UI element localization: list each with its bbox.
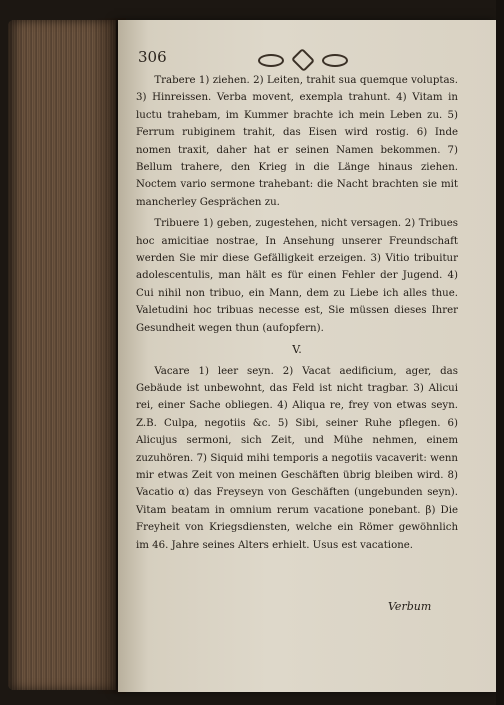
catchword: Verbum (388, 600, 432, 613)
right-edge-shadow (496, 0, 504, 705)
header-ornament-icon (258, 52, 348, 68)
entry-trabere: Trabere 1) ziehen. 2) Leiten, trahit sua quemque voluptas. 3) Hinreissen. Verba movent, exempla trahunt. 4) Vitam in luctu trahebam, im Kummer brachte ich mein Leben zu. 5) Ferrum rubiginem trahit, das Eisen wird rostig. 6) Inde nomen traxit, daher hat er seinen Namen bekommen. 7) Bellum trahere, den Krieg in die Länge hinaus ziehen. Noctem vario sermone trahebant: die Nacht brachten sie mit mancherley Gesprächen zu. (136, 75, 458, 208)
entry-tribuere: Tribuere 1) geben, zugestehen, nicht versagen. 2) Tribues hoc amicitiae nostrae, In Ansehung unserer Freundschaft werden Sie mir diese Gefälligkeit erzeigen. 3) Vitio tribuitur adolescentulis, man hält es für einen Fehler der Jugend. 4) Cui nihil non tribuo, ein Mann, dem zu Liebe ich alles thue. Valetudini hoc tribuas necesse est, Sie müssen dieses Ihrer Gesundheit wegen thun (aufopfern). (136, 218, 458, 334)
page-body (136, 72, 458, 554)
section-heading: V. (292, 343, 302, 357)
entry-vacare: Vacare 1) leer seyn. 2) Vacat aedificium, ager, das Gebäude ist unbewohnt, das Feld ist nicht tragbar. 3) Alicui rei, einer Sache obliegen. 4) Aliqua re, frey von etwas seyn. Z.B. Culpa, negotiis &c. 5) Sibi, seiner Ruhe pflegen. 6) Alicujus sermoni, sich Zeit, und Mühe nehmen, einem zuzuhören. 7) Siquid mihi temporis a negotiis vacaverit: wenn mir etwas Zeit von meinen Geschäften übrig bleiben wird. 8) Vacatio α) das Freyseyn von Geschäften (ungebunden seyn). Vitam beatam in omnium rerum vacatione ponebant. β) Die Freyheit von Kriegsdiensten, welche ein Römer gewöhnlich im 46. Jahre seines Alters erhielt. Usus est vacatione. (136, 365, 458, 551)
page-number: 306 (138, 48, 167, 66)
